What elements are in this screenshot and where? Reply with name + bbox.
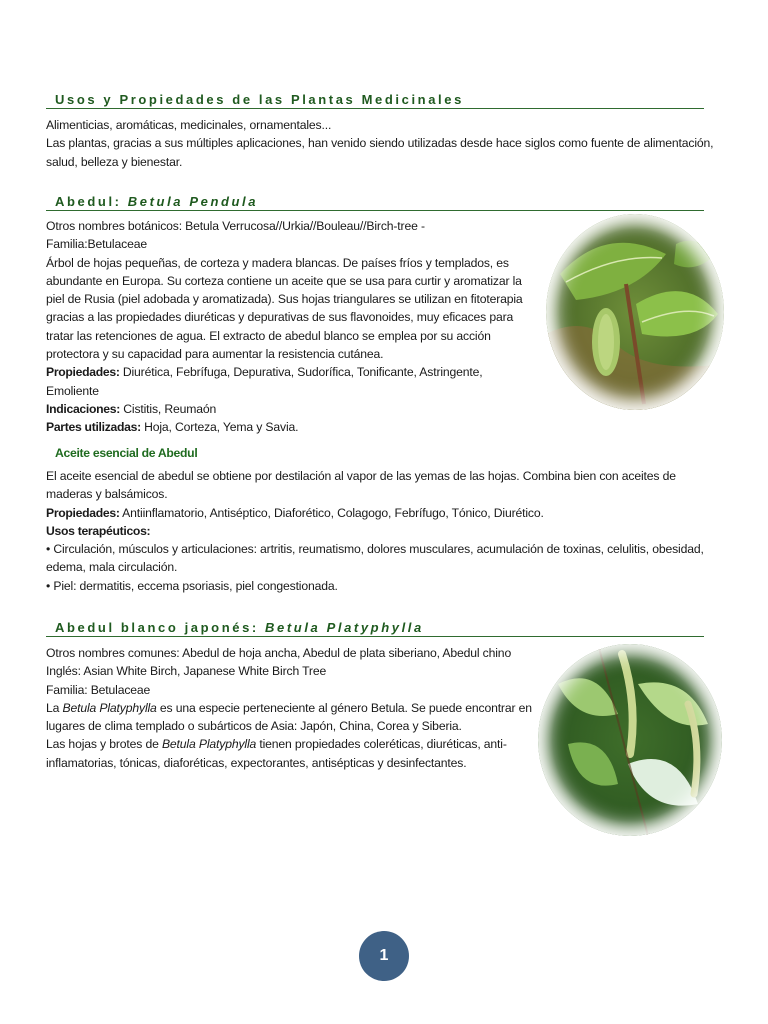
abedul-propiedades-value: Diurética, Febrífuga, Depurativa, Sudorífica, Tonificante, Astringente, Emoliente bbox=[46, 365, 483, 398]
section-title-abedul bbox=[46, 194, 704, 211]
abedul-descripcion: Árbol de hojas pequeñas, de corteza y madera blancas. De países fríos y templados, es abundante en Europa. Su corteza contiene un aceite que se usa para curtir y aromatizar la piel de Rusia (piel adobada y aromatizada). Sus hojas triangulares se utilizan en fitoterapia gracias a las propiedades diuréticas y depurativas de sus flavonoides, muy eficaces para tratar las retenciones de agua. El extracto de abedul blanco se emplea por su acción protectora y su capacidad para aumentar la resistencia cutánea. bbox=[46, 255, 523, 362]
aceite-uso-item: • Circulación, músculos y articulaciones: artritis, reumatismo, dolores musculares, acumulación de toxinas, celulitis, obesidad, edema, mala circulación. bbox=[46, 542, 704, 575]
abedul-propiedades bbox=[46, 363, 534, 400]
abedul-leaf-photo bbox=[546, 214, 724, 410]
japones-otros-nombres: Otros nombres comunes: Abedul de hoja ancha, Abedul de plata siberiano, Abedul chino bbox=[46, 646, 512, 660]
abedul-propiedades-label: Propiedades: bbox=[46, 365, 120, 380]
abedul-indicaciones bbox=[46, 400, 534, 418]
aceite-propiedades bbox=[46, 504, 716, 522]
japones-p1-a: La bbox=[46, 700, 63, 715]
aceite-usos-label-text: Usos terapéuticos: bbox=[46, 523, 151, 538]
japones-paragraph-1 bbox=[46, 699, 536, 736]
abedul-otros-nombres: Otros nombres botánicos: Betula Verrucosa//Urkia//Bouleau//Birch-tree - bbox=[46, 219, 425, 233]
japones-familia: Familia: Betulaceae bbox=[46, 682, 151, 697]
japones-p1-b: es una especie perteneciente al género Betula. Se puede encontrar en lugares de clima templado o subárticos de Asia: Japón, China, Corea y Siberia. bbox=[46, 700, 532, 734]
japones-ingles: Inglés: Asian White Birch, Japanese White Birch Tree bbox=[46, 664, 327, 679]
abedul-body bbox=[46, 217, 534, 437]
japones-p1-sci: Betula Platyphylla bbox=[62, 700, 157, 715]
abedul-partes bbox=[46, 418, 534, 436]
japones-scientific-name: Betula Platyphylla bbox=[265, 620, 424, 635]
intro-line-2: Las plantas, gracias a sus múltiples aplicaciones, han venido siendo utilizadas desde hace siglos como fuente de alimentación, salud, belleza y bienestar. bbox=[46, 136, 714, 169]
japones-paragraph-2 bbox=[46, 735, 536, 772]
page-number-badge bbox=[359, 931, 409, 981]
aceite-subtitle: Aceite esencial de Abedul bbox=[55, 446, 198, 460]
abedul-scientific-name: Betula Pendula bbox=[127, 194, 259, 209]
japones-body bbox=[46, 644, 536, 772]
japones-p2-a: Las hojas y brotes de bbox=[46, 737, 162, 752]
japones-leaf-photo bbox=[538, 644, 722, 836]
section-title-japones bbox=[46, 620, 704, 637]
aceite-uso-item: • Piel: dermatitis, eccema psoriasis, piel congestionada. bbox=[46, 578, 338, 593]
abedul-indicaciones-value: Cistitis, Reumaón bbox=[120, 401, 217, 416]
aceite-propiedades-value: Antiinflamatorio, Antiséptico, Diaforético, Colagogo, Febrífugo, Tónico, Diurético. bbox=[119, 505, 544, 520]
japones-p2-sci: Betula Platyphylla bbox=[161, 737, 257, 752]
japones-p2-b: tienen propiedades coleréticas, diuréticas, anti-inflamatorias, tónicas, diaforéticas, expectorantes, antisépticas y desinfectantes. bbox=[46, 737, 507, 770]
aceite-body bbox=[46, 467, 716, 595]
abedul-partes-label: Partes utilizadas: bbox=[46, 420, 141, 435]
japones-name: Abedul blanco japonés: bbox=[55, 620, 266, 635]
abedul-indicaciones-label: Indicaciones: bbox=[46, 401, 120, 416]
aceite-usos-label bbox=[46, 522, 716, 540]
page-number: 1 bbox=[379, 947, 389, 964]
abedul-name: Abedul: bbox=[55, 194, 128, 209]
aceite-propiedades-label: Propiedades: bbox=[46, 505, 120, 520]
abedul-familia: Familia:Betulaceae bbox=[46, 237, 147, 252]
section-title-usos bbox=[46, 92, 704, 109]
intro-text bbox=[46, 116, 716, 171]
abedul-partes-value: Hoja, Corteza, Yema y Savia. bbox=[140, 420, 299, 435]
section-title-usos-text: Usos y Propiedades de las Plantas Medicinales bbox=[55, 92, 464, 107]
aceite-descripcion: El aceite esencial de abedul se obtiene por destilación al vapor de las yemas de las hojas. Combina bien con aceites de maderas y balsámicos. bbox=[46, 469, 676, 502]
intro-line-1: Alimenticias, aromáticas, medicinales, ornamentales... bbox=[46, 118, 332, 132]
